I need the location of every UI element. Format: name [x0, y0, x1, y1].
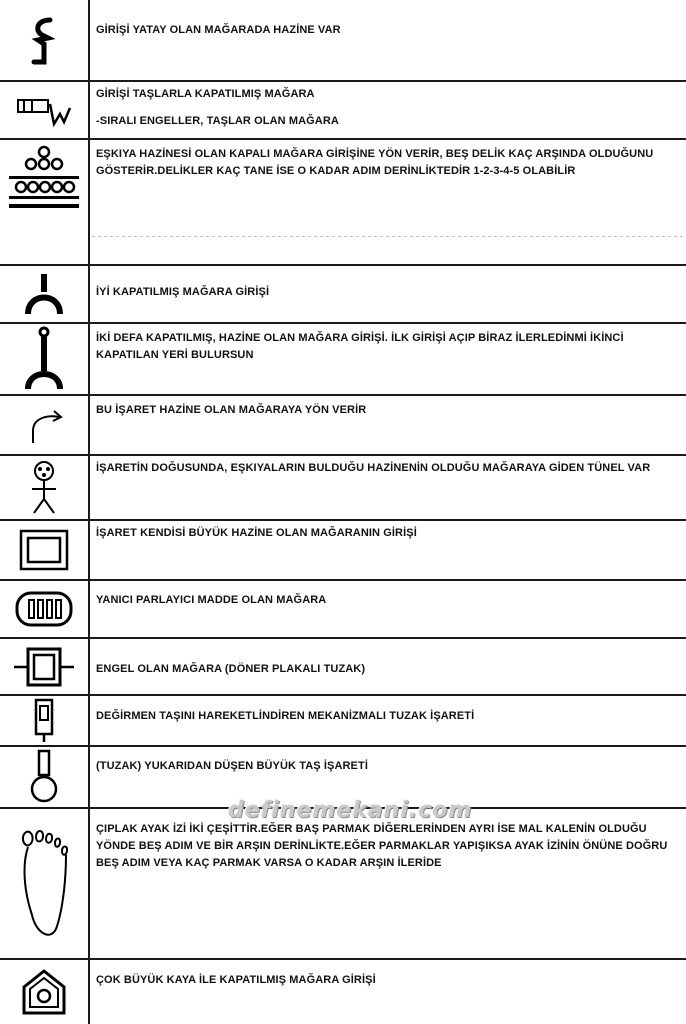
- table-row: [0, 581, 686, 639]
- row-text: ENGEL OLAN MAĞARA (DÖNER PLAKALI TUZAK): [96, 663, 366, 675]
- row-text: İŞARETİN DOĞUSUNDA, EŞKIYALARIN BULDUĞU HAZİNENİN OLDUĞU MAĞARAYA GİDEN TÜNEL VAR: [96, 462, 651, 474]
- tall-anchor-icon: [0, 324, 88, 394]
- dots-rows-icon: [0, 140, 88, 264]
- table-row: [0, 396, 686, 456]
- blocked-entrance-icon: [0, 82, 88, 138]
- table-row: [0, 140, 686, 266]
- table-row: [0, 0, 686, 82]
- row-text: ÇOK BÜYÜK KAYA İLE KAPATILMIŞ MAĞARA GİRİŞİ: [96, 974, 376, 986]
- hook-icon: [0, 0, 88, 80]
- table-row: [0, 266, 686, 324]
- row-text: (TUZAK) YUKARIDAN DÜŞEN BÜYÜK TAŞ İŞARETİ: [96, 760, 368, 772]
- house-circle-icon: [0, 960, 88, 1024]
- row-text: İŞARET KENDİSİ BÜYÜK HAZİNE OLAN MAĞARANIN GİRİŞİ: [96, 527, 417, 539]
- row-text: İYİ KAPATILMIŞ MAĞARA GİRİŞİ: [96, 286, 270, 298]
- table-row: [0, 324, 686, 396]
- row-text: ÇIPLAK AYAK İZİ İKİ ÇEŞİTTİR.EĞER BAŞ PARMAK DİĞERLERİNDEN AYRI İSE MAL KALENİN OLDUĞU YÖNDE BEŞ ADIM VE BİR ARŞIN DERİNLİKTE.EĞER PARMAKLAR YAPIŞIKSA AYAK İZİNİN ÖNÜNE DOĞRU BEŞ ADIM VEYA KAÇ PARMAK VARSA O KADAR ARŞIN İLERİDE: [96, 823, 668, 869]
- watermark: definemekani.com: [228, 798, 473, 823]
- row-text: GİRİŞİ TAŞLARLA KAPATILMIŞ MAĞARA: [96, 88, 315, 100]
- footprint-icon: [0, 809, 88, 958]
- row-text: EŞKIYA HAZİNESİ OLAN KAPALI MAĞARA GİRİŞİNE YÖN VERİR, BEŞ DELİK KAÇ ARŞINDA OLDUĞUNU GÖSTERİR.DELİKLER KAÇ TANE İSE O KADAR ADIM DERİNLİKTEDİR 1-2-3-4-5 OLABİLİR: [96, 148, 654, 177]
- table-row: [0, 456, 686, 521]
- faint-rule: [92, 236, 686, 237]
- row-text: YANICI PARLAYICI MADDE OLAN MAĞARA: [96, 594, 327, 606]
- row-text: DEĞİRMEN TAŞINI HAREKETLİNDİREN MEKANİZMALI TUZAK İŞARETİ: [96, 710, 475, 722]
- table-row: [0, 521, 686, 581]
- row-text: İKİ DEFA KAPATILMIŞ, HAZİNE OLAN MAĞARA GİRİŞİ. İLK GİRİŞİ AÇIP BİRAZ İLERLEDİNMİ İKİNCİ KAPATILAN YERİ BULURSUN: [96, 332, 624, 361]
- table-row: [0, 82, 686, 140]
- curved-arrow-icon: [0, 396, 88, 454]
- stick-figure-icon: [0, 456, 88, 519]
- nested-square-icon: [0, 639, 88, 694]
- framed-square-icon: [0, 521, 88, 579]
- mill-stone-icon: [0, 696, 88, 745]
- table-row: [0, 639, 686, 696]
- arch-anchor-icon: [0, 266, 88, 322]
- row-text: GİRİŞİ YATAY OLAN MAĞARADA HAZİNE VAR: [96, 24, 341, 36]
- oval-bars-icon: [0, 581, 88, 637]
- row-text: BU İŞARET HAZİNE OLAN MAĞARAYA YÖN VERİR: [96, 404, 367, 416]
- key-shape-icon: [0, 747, 88, 807]
- table-row: [0, 809, 686, 960]
- table-row: [0, 696, 686, 747]
- table-row: [0, 960, 686, 1024]
- row-text-secondary: -SIRALI ENGELLER, TAŞLAR OLAN MAĞARA: [96, 115, 339, 127]
